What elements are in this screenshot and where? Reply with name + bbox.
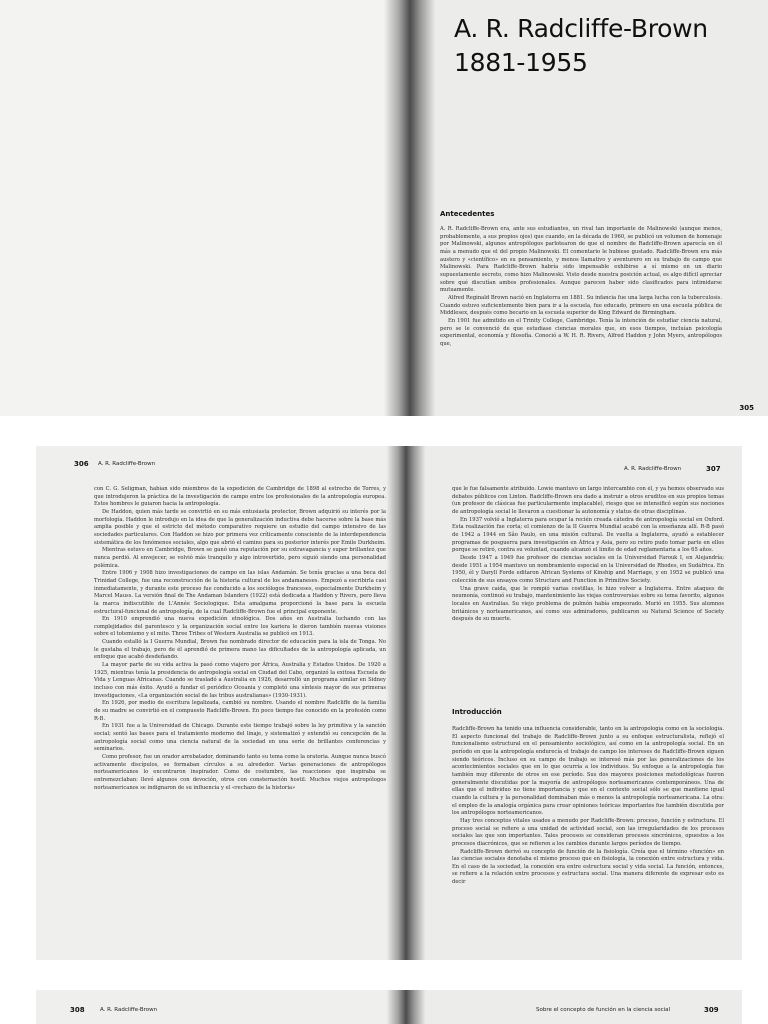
page-307	[402, 446, 742, 960]
book-gutter	[384, 0, 436, 416]
page-number: 308	[70, 1006, 85, 1014]
paragraph: La mayor parte de su vida activa la pasó como viajero por África, Australia y Estados Unidos. De 1920 a 1925, mientras tenía la presidencia de antropología social en Ciudad del Cabo, organizó la exitosa Escuela de Vida y Lenguas Africanas. Cuando se trasladó a Australia en 1926, desarrolló un programa similar en Sidney incluso con más éxito. Ayudó a fundar el periódico Oceania y completó una síntesis mayor de sus primeras investigaciones, «La organización social de las tribus australianas» (1930-1931).	[94, 662, 386, 699]
page-number: 306	[74, 460, 89, 468]
page-309	[402, 990, 742, 1024]
paragraph: Como profesor, fue un orador arrebatador, dominando tanto su tema como la oratoria. Aunque nunca buscó activamente discípulos, se formaban círculos a su alrededor. Varias generaciones de antropólogos norteamericanos lo encontraron inspirador. Como de costumbre, las reacciones que inspiraba se entremezclaban: llevó algunos con devoción, otros con consternación hostil. Muchos viejos antropólogos norteamericanos se indignaron de su influencia y el «rechazo de la historia»	[94, 753, 386, 791]
page-304	[0, 0, 398, 416]
chapter-title-years: 1881-1955	[454, 48, 588, 77]
paragraph: Hay tres conceptos vitales usados a menudo por Radcliffe-Brown: proceso, función y estructura. El proceso social se refiere a una unidad de actividad social, son las irregularidades de los procesos sociales las que son importantes. Tales procesos se consideran procesos sincrónicos, opuestos a los procesos diacrónicos, que se refieren a los cambios durante largos períodos de tiempo.	[452, 817, 724, 847]
paragraph: De Haddon, quien más tarde se convirtió en su más entusiasta protector, Brown adquirió su interés por la morfología. Haddon le introdujo en la idea de que la generalización inductiva debe hacerse sobre la base más amplia posible y que el estricto del método comparativo requiere un estudio del campo intensivo de las sociedades particulares. Con Haddon se hizo por primera vez críticamente consciente de la interdependencia sistemática de los fenómenos sociales, algo que abrió el camino para su posterior interés por Emile Durkheim.	[94, 508, 386, 546]
spread-1	[0, 0, 768, 416]
book-gutter	[386, 446, 426, 960]
page-307-body-top	[452, 486, 724, 706]
running-head: A. R. Radcliffe-Brown	[98, 461, 156, 467]
page-number: 307	[706, 465, 721, 473]
paragraph: Mientras estuvo en Cambridge, Brown se ganó una reputación por su extravagancia y super brillantez que nunca perdió. Al envejecer, se volvió más tranquilo y algo introvertido, pero siguió siendo una personalidad polémica.	[94, 547, 386, 569]
paragraph: que le fue falsamente atribuido. Lowie mantuvo un largo intercambio con él, y ya hemos observado sus debates públicos con Linton. Radcliffe-Brown era dado a instruir a otros eruditos en sus propios temas (un profesor de clásicas fue particularmente implacable), riesgo que se intensificó según sus nociones de antropología social le llevaron a cuestionar la autonomía y status de otras disciplinas.	[452, 486, 724, 515]
chapter-title-name: A. R. Radcliffe-Brown	[454, 14, 708, 43]
section-heading-introduccion: Introducción	[452, 708, 502, 716]
paragraph: A. R. Radcliffe-Brown era, ante sus estudiantes, un rival tan importante de Malinowski (aunque menos, probablemente, a sus propios ojos) que cuando, en la década de 1960, se publicó un volumen de homenaje por Malinowski, algunos antropólogos parlotearon de que el nombre de Radcliffe-Brown aparecía en él más a menudo que el del propio Malinowski. El comentario le hubiese gustado. Radcliffe-Brown era más austero y «científico» en su pensamiento, y menos llamativo y aventurero en su trabajo de campo que Malinowski. Para Radcliffe-Brown habría sido impensable exhibirse a sí mismo en un diario supuestamente secreto, como hizo Malinowski. Visto desde nuestra posición actual, es algo difícil apreciar sobre qué discutían ambos profesionales. Aunque parecen haber sido clasificados para intimidarse mutuamente.	[440, 226, 722, 294]
page-306-body	[94, 486, 386, 956]
paragraph: Desde 1947 a 1949 fue profesor de ciencias sociales en la Universidad Farouk I, en Alejandría; desde 1951 a 1954 mantuvo un nombramiento especial en la Universidad de Rhodes, en Sudáfrica. En 1950, él y Daryll Forde editaron African Systems of Kinship and Marriage, y en 1952 se publicó una colección de sus ensayos como Structure and Function in Primitive Society.	[452, 554, 724, 584]
spread-3	[0, 990, 768, 1024]
paragraph: Cuando estalló la I Guerra Mundial, Brown fue nombrado director de educación para la isla de Tonga. No le gustaba el trabajo, pero de él aprendió de primera mano las dificultades de la antropología aplicada, un enfoque que acabó desdeñando.	[94, 639, 386, 661]
running-head: A. R. Radcliffe-Brown	[624, 466, 682, 472]
running-head: Sobre el concepto de función en la ciencia social	[536, 1007, 671, 1013]
paragraph: Una grave caída, que le rompió varias costillas, le hizo volver a Inglaterra. Entre ataques de neumonía, continuó su trabajo, mantenimiento las viejas controversias sobre su tema favorito, algunos locales en Australias. Su viejo problema de pulmón había empeorado. Murió en 1955. Sus alumnos británicos y norteamericanos, así como sus admiradores, publicaron su Natural Science of Society después de su muerte.	[452, 585, 724, 623]
paragraph: Radcliffe-Brown ha tenido una influencia considerable, tanto en la antropología como en la sociología. El aspecto funcional del trabajo de Radcliffe-Brown junto a su enfoque estructuralista, reflejó el funcionalismo estructural en el pensamiento sociológico, así como en la antropología social. En un período en que la antropología endurecía el trabajo de campo los intereses de Radcliffe-Brown siguen siendo teóricos. Incluso en su campo de trabajo se interesó más por las generalizaciones de los acontecimientos sociales que en lo que ocurría a los individuos. Su enfoque a la antropología fue también muy diferente de otros en ese período. Sus dos mayores posiciones metodológicas fueron generalmente discutidas por la mayoría de antropólogos norteamericanos contemporáneos. Una de ellas que el individuo no tiene importancia y que en el contexto social sólo se que mantiene igual cuando la cultura y la personalidad dominaban más o menos la antropología norteamericana. La otra: el empleo de la analogía orgánica para crear opiniones teóricas importantes fue también discutida por los antropólogos norteamericanos.	[452, 726, 724, 817]
page-number: 309	[704, 1006, 719, 1014]
page-306	[36, 446, 402, 960]
paragraph: Radcliffe-Brown derivó su concepto de función de la fisiología. Creía que el término «función» en las ciencias sociales denotaba el mismo proceso que en fisiología, la conexión entre estructura y vida. En el caso de la sociedad, la conexión era entre estructura social y vida social. La función, entonces, se refiere a la relación entre procesos y estructura social. Una manera diferente de expresar esto es decir	[452, 848, 724, 886]
paragraph: Entre 1906 y 1908 hizo investigaciones de campo en las islas Andamán. Se tenía gracias a una beca del Trinidad College, fue una reconstrucción de la historia cultural de los andamaneses. Empezó a escribirla casi inmediatamente, y durante este proceso fue conducido a los sociólogos franceses, especialmente Durkheim y Marcel Mauss. La versión final de The Andaman Islanders (1922) está dedicada a Haddon y Rivers, pero lleva la marca indiscutible de L'Année Sociologique. Esta amalgama proporcionó la base para la escuela estructural-funcional de antropología, de la cual Radcliffe-Brown fue el principal exponente.	[94, 570, 386, 615]
paragraph: Alfred Reginald Brown nació en Inglaterra en 1881. Su infancia fue una larga lucha con la tuberculosis. Cuando estuvo suficientemente bien para ir a la escuela, fue educado, primero en una escuela pública de Middlesex, después como becario en la escuela superior de King Edward de Birmingham.	[440, 294, 722, 317]
paragraph: En 1901 fue admitido en el Trinity College, Cambridge. Tenía la intención de estudiar ciencia natural, pero se le convenció de que estudiase ciencias morales que, en esos tiempos, incluían psicología experimental, economía y filosofía. Conoció a W. H. R. Rivers, Alfred Haddon y John Myers, antropólogos que,	[440, 317, 722, 347]
page-number: 305	[739, 404, 754, 412]
paragraph: con C. G. Seligman, habían sido miembros de la expedición de Cambridge de 1898 al estrecho de Torres, y que introdujeron la práctica de la investigación de campo entre los profesionales de la antropología europea. Estos hombres le guiaron hacia la antropología.	[94, 486, 386, 508]
spread-2	[0, 446, 768, 960]
paragraph: En 1937 volvió a Inglaterra para ocupar la recién creada cátedra de antropología social en Oxford. Esta realización fue corta; el comienzo de la II Guerra Mundial acabó con la enseñanza allí. R-B pasó de 1942 a 1944 en São Paulo, en una misión cultural. De vuelta a Inglaterra, ayudó a establecer programas de posguerra para investigación en África y Asia, pero su retiro pudo tomar parte en ellos porque se retiró, contra su voluntad, cuando alcanzó el límite de edad reglamentaria a los 65 años.	[452, 516, 724, 554]
paragraph: En 1910 emprendió una nueva expedición etnológica. Dos años en Australia luchando con las complejidades del parentesco y la organización social entre los kariera le dieron también nuevas visiones sobre el totemismo y el mito. Three Tribes of Western Australia se publicó en 1913.	[94, 616, 386, 638]
paragraph: En 1931 fue a la Universidad de Chicago. Durante este tiempo trabajó sobre la ley primitiva y la sanción social; sentó las bases para el tratamiento moderno del linaje, y sistematizó y extendió su concepción de la antropología social como una ciencia natural de la sociedad en una serie de brillantes conferencias y seminarios.	[94, 723, 386, 753]
book-gutter	[386, 990, 426, 1024]
running-head: A. R. Radcliffe-Brown	[100, 1007, 158, 1013]
page-305	[398, 0, 768, 416]
page-308	[36, 990, 402, 1024]
page-305-body	[440, 226, 722, 402]
page-307-body-bottom	[452, 726, 724, 954]
section-heading-antecedentes: Antecedentes	[440, 210, 495, 218]
paragraph: En 1926, por medio de escritura legalizada, cambió su nombre. Usando el nombre Radcliffe de la familia de su madre se convirtió en el compuesto Radcliffe-Brown. En poco tiempo fue conocido en la profesión como R-B.	[94, 700, 386, 722]
